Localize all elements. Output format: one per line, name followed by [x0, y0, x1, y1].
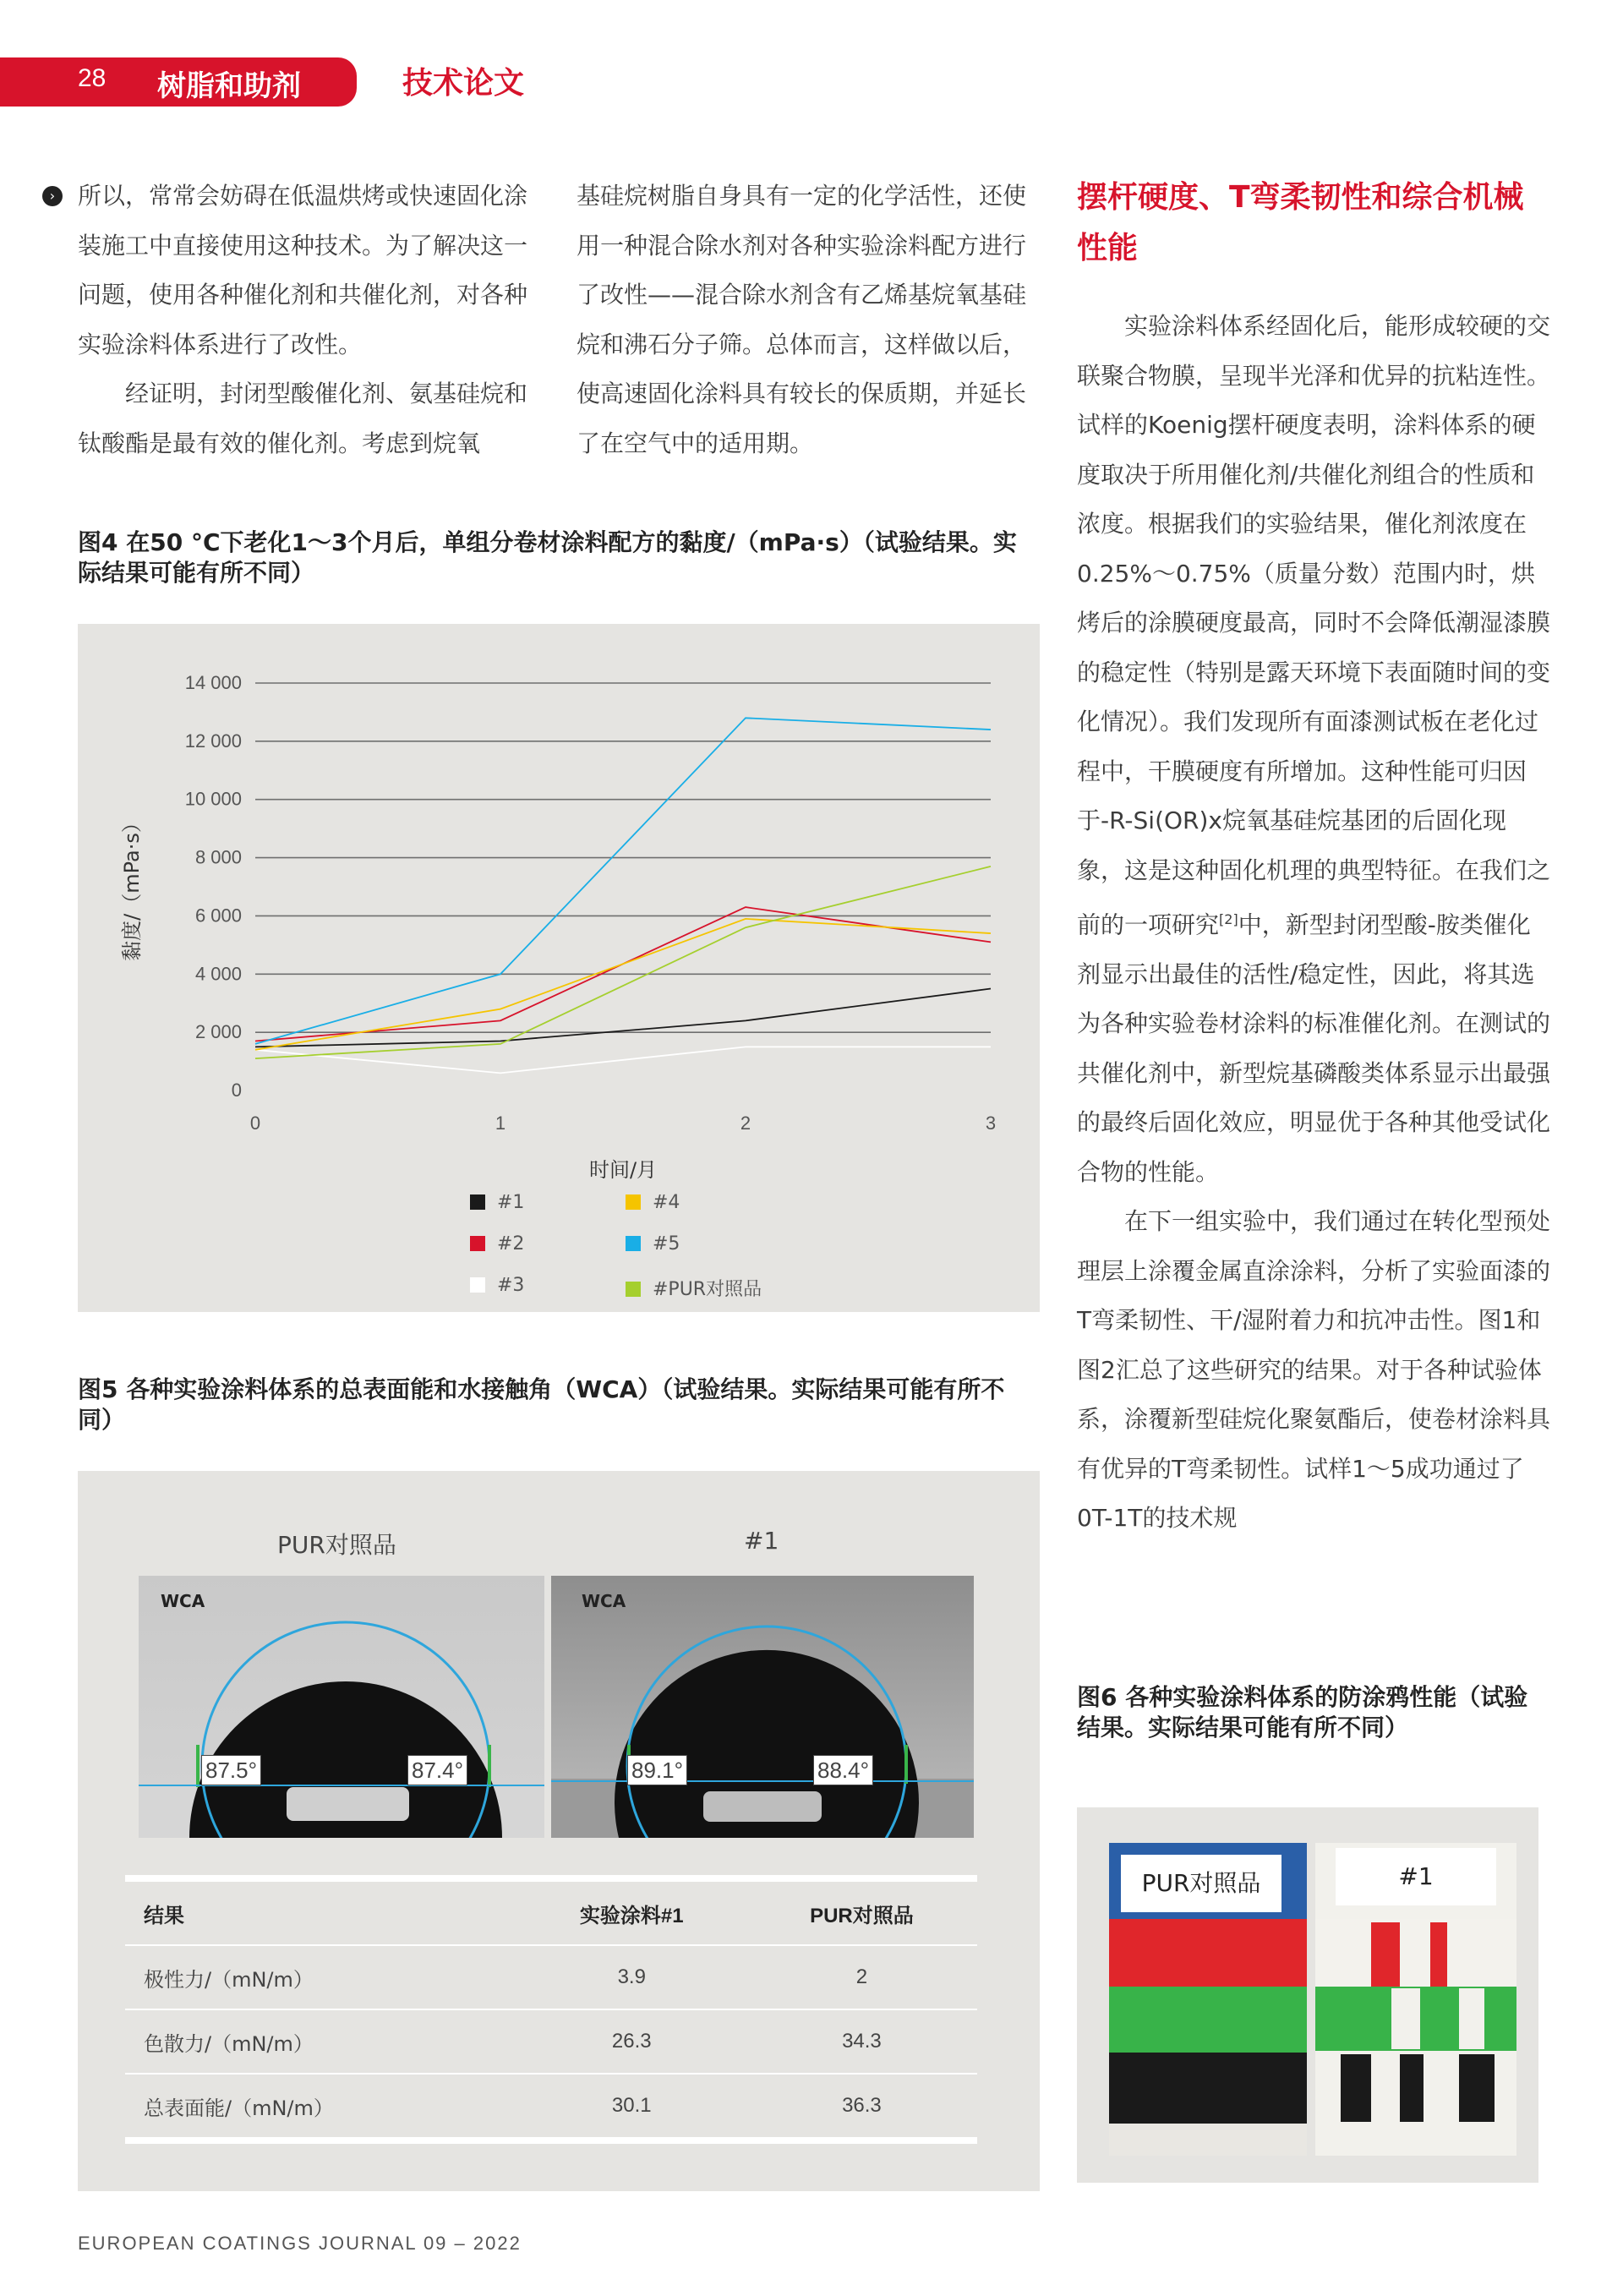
legend-label: #2 — [497, 1233, 525, 1255]
table-cell: 色散力/（mN/m） — [125, 2009, 517, 2074]
legend-item — [470, 1192, 524, 1213]
viscosity-line-chart — [78, 624, 1040, 1312]
table-cell: 36.3 — [747, 2074, 977, 2140]
series-line — [255, 866, 991, 1058]
section-tab — [0, 57, 357, 107]
paragraph: 在下一组实验中，我们通过在转化型预处理层上涂覆金属直涂涂料，分析了实验面漆的T弯柔韧性、干/湿附着力和抗冲击性。图1和图2汇总了这些研究的结果。对于各种试验体系，涂覆新型硅烷化聚氨酯后，使卷材涂料具有优异的T弯柔韧性。试样1～5成功通过了0T-1T的技术规 — [1077, 1207, 1551, 1533]
legend-swatch — [470, 1236, 485, 1251]
table-header-row — [125, 1878, 977, 1945]
wca-photo-sample-1 — [551, 1576, 974, 1838]
wca-left-title: PUR对照品 — [277, 1531, 396, 1559]
wca-photo-pur — [139, 1576, 544, 1838]
legend-swatch — [470, 1277, 485, 1293]
table-cell: 3.9 — [517, 1945, 747, 2009]
column-2 — [577, 172, 1040, 468]
legend-label: #3 — [497, 1275, 525, 1296]
contact-angle-right: 88.4° — [813, 1755, 873, 1785]
y-tick-label: 10 000 — [184, 788, 242, 810]
legend-swatch — [470, 1194, 485, 1210]
legend-item — [626, 1275, 762, 1301]
table-cell: 极性力/（mN/m） — [125, 1945, 517, 2009]
droplet-image — [551, 1576, 974, 1838]
graffiti-label-pur: PUR对照品 — [1121, 1855, 1281, 1912]
legend-item — [626, 1233, 680, 1255]
legend-swatch — [626, 1194, 641, 1210]
y-tick-label: 14 000 — [184, 672, 242, 693]
y-tick-label: 4 000 — [194, 963, 242, 985]
y-tick-label: 8 000 — [194, 846, 242, 868]
wca-label: WCA — [161, 1591, 205, 1611]
series-line — [255, 1047, 991, 1073]
table-cell: 26.3 — [517, 2009, 747, 2074]
table-row — [125, 2009, 977, 2074]
figure-6-caption: 图6 各种实验涂料体系的防涂鸦性能（试验结果。实际结果可能有所不同） — [1077, 1683, 1528, 1741]
series-line — [255, 718, 991, 1044]
droplet-image — [139, 1576, 544, 1838]
legend-label: #PUR对照品 — [653, 1279, 762, 1300]
table-header: 实验涂料#1 — [517, 1878, 747, 1945]
legend-label: #5 — [653, 1233, 680, 1255]
graffiti-panel-pur — [1109, 1843, 1307, 2156]
y-tick-label: 12 000 — [184, 730, 242, 752]
x-tick-label: 3 — [985, 1112, 997, 1134]
legend-item — [470, 1233, 524, 1255]
figure-6-panel — [1077, 1807, 1538, 2183]
x-axis-title: 时间/月 — [588, 1158, 658, 1182]
legend-item — [626, 1192, 680, 1213]
y-axis-title: 黏度/（mPa·s） — [120, 812, 144, 961]
table-row — [125, 1945, 977, 2009]
figure-4-caption: 图4 在50 °C下老化1～3个月后，单组分卷材涂料配方的黏度/（mPa·s）（试验结果。实际结果可能有所不同） — [78, 528, 1017, 587]
section-heading: 摆杆硬度、T弯柔韧性和综合机械性能 — [1077, 180, 1524, 265]
contact-angle-right: 87.4° — [407, 1755, 467, 1785]
paragraph — [1077, 302, 1552, 1197]
paragraph-part: 实验涂料体系经固化后，能形成较硬的交联聚合物膜，呈现半光泽和优异的抗粘连性。试样的Koenig摆杆硬度表明，涂料体系的硬度取决于所用催化剂/共催化剂组合的性质和浓度。根据我们的实验结果，催化剂浓度在0.25%～0.75%（质量分数）范围内时，烘烤后的涂膜硬度最高，同时不会降低潮湿漆膜的稳定性（特别是露天环境下表面随时间的变化情况）。我们发现所有面漆测试板在老化过程中，干膜硬度有所增加。这种性能可归因于-R-Si(OR)x烷氧基硅烷基团的后固化现象，这是这种固化机理的典型特征。在我们之前的一项研究 — [1077, 312, 1551, 939]
y-tick-label: 2 000 — [194, 1021, 242, 1043]
table-header: 结果 — [125, 1878, 517, 1945]
legend-item — [470, 1275, 524, 1296]
paragraph: 基硅烷树脂自身具有一定的化学活性，还使用一种混合除水剂对各种实验涂料配方进行了改性——混合除水剂含有乙烯基烷氧基硅烷和沸石分子筛。总体而言，这样做以后，使高速固化涂料具有较长的保质期，并延长了在空气中的适用期。 — [577, 182, 1027, 457]
table-cell: 30.1 — [517, 2074, 747, 2140]
column-3 — [1077, 302, 1552, 1544]
contact-angle-left: 89.1° — [627, 1755, 687, 1785]
continue-arrow-icon: › — [42, 186, 63, 206]
table-row — [125, 2074, 977, 2140]
paragraph-part: 中，新型封闭型酸-胺类催化剂显示出最佳的活性/稳定性，因此，将其选为各种实验卷材涂料的标准催化剂。在测试的共催化剂中，新型烷基磷酸类体系显示出最强的最终后固化效应，明显优于各种其他受试化合物的性能。 — [1077, 910, 1551, 1186]
surface-energy-table — [125, 1875, 977, 2144]
y-tick-label: 0 — [231, 1080, 242, 1101]
table-header: PUR对照品 — [747, 1878, 977, 1945]
section-name: 树脂和助剂 — [157, 69, 301, 103]
graffiti-label-sample-1: #1 — [1336, 1848, 1496, 1905]
table-cell: 2 — [747, 1945, 977, 2009]
wca-label: WCA — [582, 1591, 626, 1611]
contact-angle-left: 87.5° — [201, 1755, 261, 1785]
x-tick-label: 1 — [495, 1112, 506, 1134]
legend-swatch — [626, 1282, 641, 1297]
footer-journal: EUROPEAN COATINGS JOURNAL 09 – 2022 — [78, 2233, 522, 2254]
x-tick-label: 2 — [740, 1112, 751, 1134]
table-cell: 34.3 — [747, 2009, 977, 2074]
page-number: 28 — [78, 64, 107, 92]
article-type: 技术论文 — [402, 66, 525, 101]
column-1 — [78, 172, 541, 468]
x-tick-label: 0 — [249, 1112, 261, 1134]
wca-right-title: #1 — [744, 1527, 779, 1555]
figure-5-caption: 图5 各种实验涂料体系的总表面能和水接触角（WCA）（试验结果。实际结果可能有所不同） — [78, 1375, 1005, 1434]
table-cell: 总表面能/（mN/m） — [125, 2074, 517, 2140]
legend-label: #4 — [653, 1192, 680, 1213]
figure-4-chart — [78, 624, 1040, 1312]
y-tick-label: 6 000 — [194, 905, 242, 927]
legend-swatch — [626, 1236, 641, 1251]
legend-label: #1 — [497, 1192, 525, 1213]
paragraph: 经证明，封闭型酸催化剂、氨基硅烷和钛酸酯是最有效的催化剂。考虑到烷氧 — [78, 380, 528, 457]
reference-mark: [2] — [1219, 911, 1238, 927]
series-line — [255, 989, 991, 1047]
paragraph: 所以，常常会妨碍在低温烘烤或快速固化涂装施工中直接使用这种技术。为了解决这一问题，使用各种催化剂和共催化剂，对各种实验涂料体系进行了改性。 — [78, 182, 528, 358]
graffiti-panel-sample-1 — [1315, 1843, 1516, 2156]
